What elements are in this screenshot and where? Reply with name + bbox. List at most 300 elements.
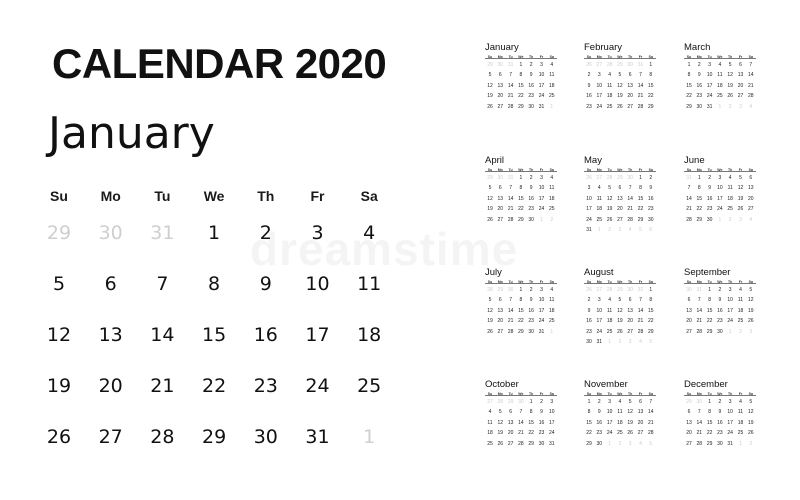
featured-weekday: Tu [154, 188, 171, 204]
mini-day: 30 [507, 287, 514, 293]
mini-day: 26 [727, 93, 733, 100]
mini-weekday: Sa [648, 280, 653, 284]
mini-weekday: Tu [707, 280, 712, 284]
mini-day: 1 [529, 399, 533, 405]
mini-day: 10 [538, 185, 545, 192]
mini-day: 6 [498, 72, 502, 79]
mini-weekday: Th [728, 168, 733, 172]
mini-day: 28 [518, 440, 524, 447]
mini-day: 31 [549, 440, 555, 447]
mini-day: 3 [728, 399, 732, 405]
featured-weekday: Fr [310, 188, 325, 204]
mini-day: 8 [708, 409, 711, 416]
mini-day: 19 [617, 93, 623, 100]
mini-day: 1 [739, 440, 742, 447]
mini-day: 26 [586, 175, 592, 181]
mini-day: 22 [518, 93, 524, 100]
mini-day: 31 [637, 287, 644, 293]
mini-day: 1 [519, 287, 523, 293]
mini-day: 3 [540, 287, 543, 293]
mini-day: 8 [697, 185, 701, 192]
mini-day: 7 [639, 297, 642, 304]
mini-day: 17 [538, 307, 545, 314]
mini-weekday: Su [586, 280, 592, 284]
mini-day: 6 [509, 409, 512, 416]
mini-weekday: We [518, 168, 524, 172]
featured-day: 23 [253, 375, 278, 397]
mini-day: 9 [597, 409, 601, 416]
featured-day: 20 [98, 375, 123, 397]
mini-day: 9 [649, 185, 653, 192]
mini-day: 13 [737, 72, 744, 79]
mini-day: 6 [649, 227, 653, 233]
mini-day: 31 [538, 103, 545, 110]
mini-day: 27 [637, 430, 644, 437]
mini-day: 28 [637, 328, 644, 335]
mini-day: 6 [639, 399, 642, 405]
mini-day: 18 [606, 93, 613, 100]
featured-day: 29 [46, 222, 72, 244]
mini-day: 2 [529, 175, 533, 181]
mini-day: 14 [648, 409, 654, 416]
mini-day: 23 [717, 318, 723, 325]
mini-day: 17 [727, 419, 733, 426]
mini-day: 2 [618, 339, 622, 345]
mini-day: 26 [617, 103, 623, 110]
mini-day: 14 [637, 82, 644, 89]
mini-day: 22 [706, 318, 713, 325]
mini-day: 18 [727, 195, 733, 202]
mini-day: 25 [617, 430, 623, 437]
mini-day: 1 [687, 62, 691, 68]
mini-month-name: June [684, 155, 705, 166]
mini-day: 28 [606, 175, 613, 181]
mini-day: 6 [749, 175, 753, 181]
mini-day: 15 [528, 419, 534, 426]
mini-weekday: Fr [638, 55, 643, 59]
mini-day: 31 [696, 287, 703, 293]
mini-day: 25 [487, 440, 493, 447]
mini-weekday: Tu [607, 55, 612, 59]
mini-weekday: Th [728, 55, 733, 59]
mini-day: 6 [628, 297, 632, 304]
mini-day: 13 [748, 185, 754, 192]
mini-day: 24 [606, 430, 613, 437]
mini-day: 30 [586, 339, 592, 345]
mini-weekday: We [717, 392, 723, 396]
mini-day: 16 [596, 419, 603, 426]
mini-weekday: Sa [549, 168, 554, 172]
featured-weekday: Th [257, 188, 275, 204]
mini-day: 3 [749, 328, 753, 335]
mini-day: 11 [717, 72, 723, 79]
mini-day: 3 [550, 399, 554, 405]
mini-day: 13 [497, 195, 504, 202]
mini-day: 9 [697, 72, 701, 79]
mini-day: 25 [606, 328, 613, 335]
featured-weekday: Su [50, 188, 68, 204]
mini-day: 27 [497, 328, 504, 335]
mini-day: 1 [697, 175, 701, 181]
mini-day: 26 [748, 318, 754, 325]
mini-weekday: Su [487, 168, 493, 172]
mini-day: 21 [507, 93, 514, 100]
mini-day: 14 [507, 82, 514, 89]
featured-day: 30 [98, 222, 123, 244]
mini-day: 26 [606, 216, 613, 223]
mini-weekday: Fr [738, 280, 743, 284]
mini-day: 4 [728, 175, 732, 181]
mini-day: 5 [618, 72, 622, 79]
mini-day: 29 [706, 440, 713, 447]
mini-day: 1 [519, 175, 523, 181]
mini-day: 16 [528, 195, 534, 202]
featured-day: 1 [363, 426, 376, 448]
mini-day: 3 [728, 287, 732, 293]
mini-month [584, 155, 664, 255]
mini-weekday: Mo [596, 392, 602, 396]
mini-weekday: Tu [707, 168, 712, 172]
mini-day: 11 [549, 185, 555, 192]
mini-day: 28 [487, 287, 493, 293]
mini-day: 1 [597, 227, 601, 233]
mini-day: 8 [519, 297, 523, 304]
mini-day: 4 [639, 440, 642, 447]
mini-day: 2 [718, 287, 722, 293]
mini-day: 19 [487, 93, 493, 100]
mini-day: 19 [627, 419, 633, 426]
mini-weekday: Sa [748, 392, 753, 396]
mini-weekday: Su [487, 392, 493, 396]
mini-day: 4 [718, 62, 722, 68]
mini-day: 21 [648, 419, 654, 426]
mini-day: 23 [696, 93, 703, 100]
mini-day: 25 [606, 103, 613, 110]
mini-divider [684, 171, 756, 172]
mini-day: 7 [509, 297, 512, 304]
mini-weekday: Sa [549, 280, 554, 284]
mini-weekday: We [617, 168, 623, 172]
mini-weekday: Mo [497, 55, 503, 59]
mini-day: 5 [739, 175, 742, 181]
mini-day: 24 [727, 318, 733, 325]
mini-day: 6 [687, 297, 691, 304]
mini-weekday: We [617, 280, 623, 284]
mini-day: 29 [706, 328, 713, 335]
mini-day: 12 [487, 307, 493, 314]
mini-day: 18 [487, 430, 493, 437]
mini-day: 29 [487, 62, 493, 68]
featured-day: 18 [357, 324, 382, 346]
mini-day: 20 [497, 206, 504, 213]
mini-day: 4 [618, 399, 622, 405]
mini-day: 2 [529, 287, 533, 293]
mini-weekday: Sa [648, 392, 653, 396]
mini-day: 5 [498, 409, 502, 416]
mini-day: 18 [737, 307, 744, 314]
mini-day: 23 [717, 430, 723, 437]
featured-day: 25 [357, 375, 382, 397]
mini-day: 22 [648, 318, 654, 325]
mini-day: 10 [596, 82, 603, 89]
mini-day: 5 [749, 287, 753, 293]
mini-day: 2 [728, 103, 732, 110]
featured-day: 30 [253, 426, 278, 448]
mini-day: 23 [586, 328, 592, 335]
mini-day: 17 [549, 419, 555, 426]
mini-day: 1 [708, 287, 711, 293]
mini-day: 14 [696, 419, 703, 426]
mini-day: 13 [686, 307, 692, 314]
mini-day: 9 [529, 185, 533, 192]
mini-day: 14 [507, 195, 514, 202]
mini-day: 30 [528, 328, 534, 335]
mini-day: 23 [706, 206, 713, 213]
mini-weekday: Su [686, 392, 692, 396]
mini-day: 4 [488, 409, 492, 416]
mini-day: 8 [649, 297, 653, 304]
mini-day: 25 [727, 206, 733, 213]
mini-day: 14 [627, 195, 633, 202]
mini-day: 9 [587, 82, 591, 89]
mini-day: 21 [507, 318, 514, 325]
mini-day: 4 [749, 103, 753, 110]
mini-day: 8 [519, 72, 523, 79]
mini-day: 17 [706, 82, 713, 89]
mini-day: 8 [519, 185, 523, 192]
mini-day: 22 [706, 430, 713, 437]
mini-day: 23 [596, 430, 603, 437]
mini-day: 3 [708, 62, 711, 68]
mini-day: 21 [518, 430, 524, 437]
mini-day: 24 [717, 206, 723, 213]
mini-day: 11 [737, 409, 744, 416]
mini-day: 29 [617, 62, 623, 68]
mini-day: 16 [586, 93, 592, 100]
mini-day: 6 [498, 185, 502, 192]
mini-day: 27 [596, 287, 603, 293]
mini-divider [584, 283, 656, 284]
mini-day: 15 [518, 307, 524, 314]
mini-weekday: Th [628, 392, 633, 396]
mini-day: 19 [487, 318, 493, 325]
mini-day: 30 [497, 175, 504, 181]
mini-weekday: Su [487, 55, 493, 59]
mini-weekday: We [518, 55, 524, 59]
mini-day: 16 [717, 307, 723, 314]
mini-day: 26 [497, 440, 504, 447]
mini-day: 4 [608, 297, 611, 304]
mini-day: 22 [518, 318, 524, 325]
mini-day: 12 [487, 195, 493, 202]
mini-day: 21 [637, 318, 644, 325]
mini-day: 10 [549, 409, 555, 416]
mini-day: 13 [497, 82, 504, 89]
mini-day: 26 [487, 216, 493, 223]
mini-day: 3 [597, 297, 601, 304]
mini-day: 4 [628, 227, 632, 233]
mini-day: 5 [649, 339, 653, 345]
mini-day: 15 [696, 195, 703, 202]
mini-weekday: Th [628, 280, 633, 284]
mini-day: 18 [549, 195, 555, 202]
mini-day: 18 [549, 82, 555, 89]
featured-day: 16 [253, 324, 278, 346]
mini-day: 5 [649, 440, 653, 447]
featured-day: 13 [98, 324, 123, 346]
mini-day: 17 [586, 206, 592, 213]
mini-day: 22 [696, 206, 703, 213]
mini-day: 29 [518, 216, 524, 223]
mini-day: 4 [749, 216, 753, 223]
mini-day: 26 [586, 62, 592, 68]
mini-weekday: Tu [508, 392, 513, 396]
mini-day: 21 [637, 93, 644, 100]
mini-day: 7 [509, 72, 512, 79]
mini-day: 10 [538, 297, 545, 304]
mini-day: 4 [550, 62, 554, 68]
featured-day: 7 [156, 273, 169, 295]
mini-day: 11 [727, 185, 733, 192]
mini-day: 23 [538, 430, 545, 437]
mini-day: 29 [528, 440, 534, 447]
mini-day: 16 [706, 195, 713, 202]
mini-day: 5 [749, 399, 753, 405]
mini-day: 31 [507, 62, 514, 68]
mini-day: 17 [717, 195, 723, 202]
mini-day: 2 [697, 62, 701, 68]
mini-day: 27 [686, 328, 692, 335]
mini-weekday: Mo [596, 280, 602, 284]
mini-day: 26 [586, 287, 592, 293]
mini-day: 20 [748, 195, 754, 202]
mini-day: 4 [550, 175, 554, 181]
mini-month-name: October [485, 379, 519, 390]
mini-day: 8 [587, 409, 591, 416]
featured-day: 5 [52, 273, 66, 295]
mini-day: 29 [617, 175, 623, 181]
mini-day: 12 [497, 419, 504, 426]
mini-month [684, 379, 764, 479]
mini-day: 24 [586, 216, 592, 223]
mini-weekday: Tu [508, 55, 513, 59]
mini-weekday: Mo [596, 168, 602, 172]
mini-day: 16 [648, 195, 654, 202]
mini-day: 2 [749, 440, 753, 447]
mini-weekday: Sa [648, 55, 653, 59]
mini-day: 15 [648, 307, 654, 314]
mini-day: 10 [727, 297, 733, 304]
mini-day: 1 [639, 175, 642, 181]
mini-weekday: Th [728, 392, 733, 396]
featured-day: 31 [150, 222, 175, 244]
mini-weekday: We [717, 280, 723, 284]
mini-day: 24 [538, 206, 545, 213]
mini-weekday: Su [586, 392, 592, 396]
mini-day: 21 [686, 206, 692, 213]
mini-day: 7 [697, 297, 701, 304]
mini-day: 29 [637, 216, 644, 223]
mini-month [584, 267, 664, 367]
mini-day: 30 [717, 440, 723, 447]
mini-day: 20 [497, 318, 504, 325]
mini-day: 13 [507, 419, 514, 426]
featured-weekday: Sa [360, 188, 378, 204]
mini-day: 25 [737, 318, 744, 325]
mini-day: 10 [717, 185, 723, 192]
mini-day: 2 [739, 328, 742, 335]
mini-day: 3 [618, 227, 622, 233]
mini-weekday: We [717, 168, 723, 172]
mini-day: 11 [487, 419, 493, 426]
mini-weekday: Mo [696, 168, 702, 172]
mini-day: 26 [627, 430, 633, 437]
mini-month-name: September [684, 267, 731, 278]
mini-day: 26 [748, 430, 754, 437]
mini-weekday: Fr [539, 392, 544, 396]
mini-weekday: Fr [738, 392, 743, 396]
mini-weekday: Th [529, 55, 534, 59]
mini-day: 7 [649, 399, 653, 405]
mini-day: 18 [596, 206, 603, 213]
featured-month-grid [34, 222, 394, 462]
mini-day: 3 [540, 62, 543, 68]
featured-day: 29 [202, 426, 227, 448]
mini-day: 24 [727, 430, 733, 437]
mini-day: 3 [718, 175, 722, 181]
mini-day: 29 [507, 399, 514, 405]
mini-day: 20 [737, 82, 744, 89]
mini-day: 19 [617, 318, 623, 325]
mini-month-name: January [485, 42, 519, 53]
mini-day: 31 [538, 328, 545, 335]
mini-day: 1 [708, 399, 711, 405]
mini-weekday: Su [586, 168, 592, 172]
mini-day: 8 [649, 72, 653, 79]
mini-weekday: We [518, 392, 524, 396]
mini-day: 28 [606, 62, 613, 68]
mini-day: 12 [487, 82, 493, 89]
mini-weekday: We [617, 392, 623, 396]
mini-weekday: Mo [497, 168, 503, 172]
mini-day: 1 [587, 399, 591, 405]
mini-day: 13 [497, 307, 504, 314]
mini-day: 17 [727, 307, 733, 314]
mini-day: 7 [639, 72, 642, 79]
mini-day: 19 [497, 430, 504, 437]
mini-divider [584, 171, 656, 172]
mini-divider [684, 395, 756, 396]
mini-day: 7 [687, 185, 691, 192]
mini-day: 5 [488, 297, 492, 304]
mini-day: 20 [627, 318, 633, 325]
mini-day: 19 [737, 195, 744, 202]
mini-day: 15 [518, 82, 524, 89]
mini-month-name: August [584, 267, 614, 278]
mini-day: 28 [648, 430, 654, 437]
mini-day: 3 [739, 216, 742, 223]
mini-weekday: Fr [738, 55, 743, 59]
mini-day: 17 [596, 318, 603, 325]
mini-day: 29 [518, 103, 524, 110]
calendar-title: CALENDAR 2020 [52, 40, 387, 87]
mini-weekday: Tu [707, 392, 712, 396]
mini-day: 3 [739, 103, 742, 110]
featured-day: 1 [208, 222, 221, 244]
mini-weekday: Th [628, 168, 633, 172]
mini-month [684, 42, 764, 142]
mini-day: 11 [737, 297, 744, 304]
